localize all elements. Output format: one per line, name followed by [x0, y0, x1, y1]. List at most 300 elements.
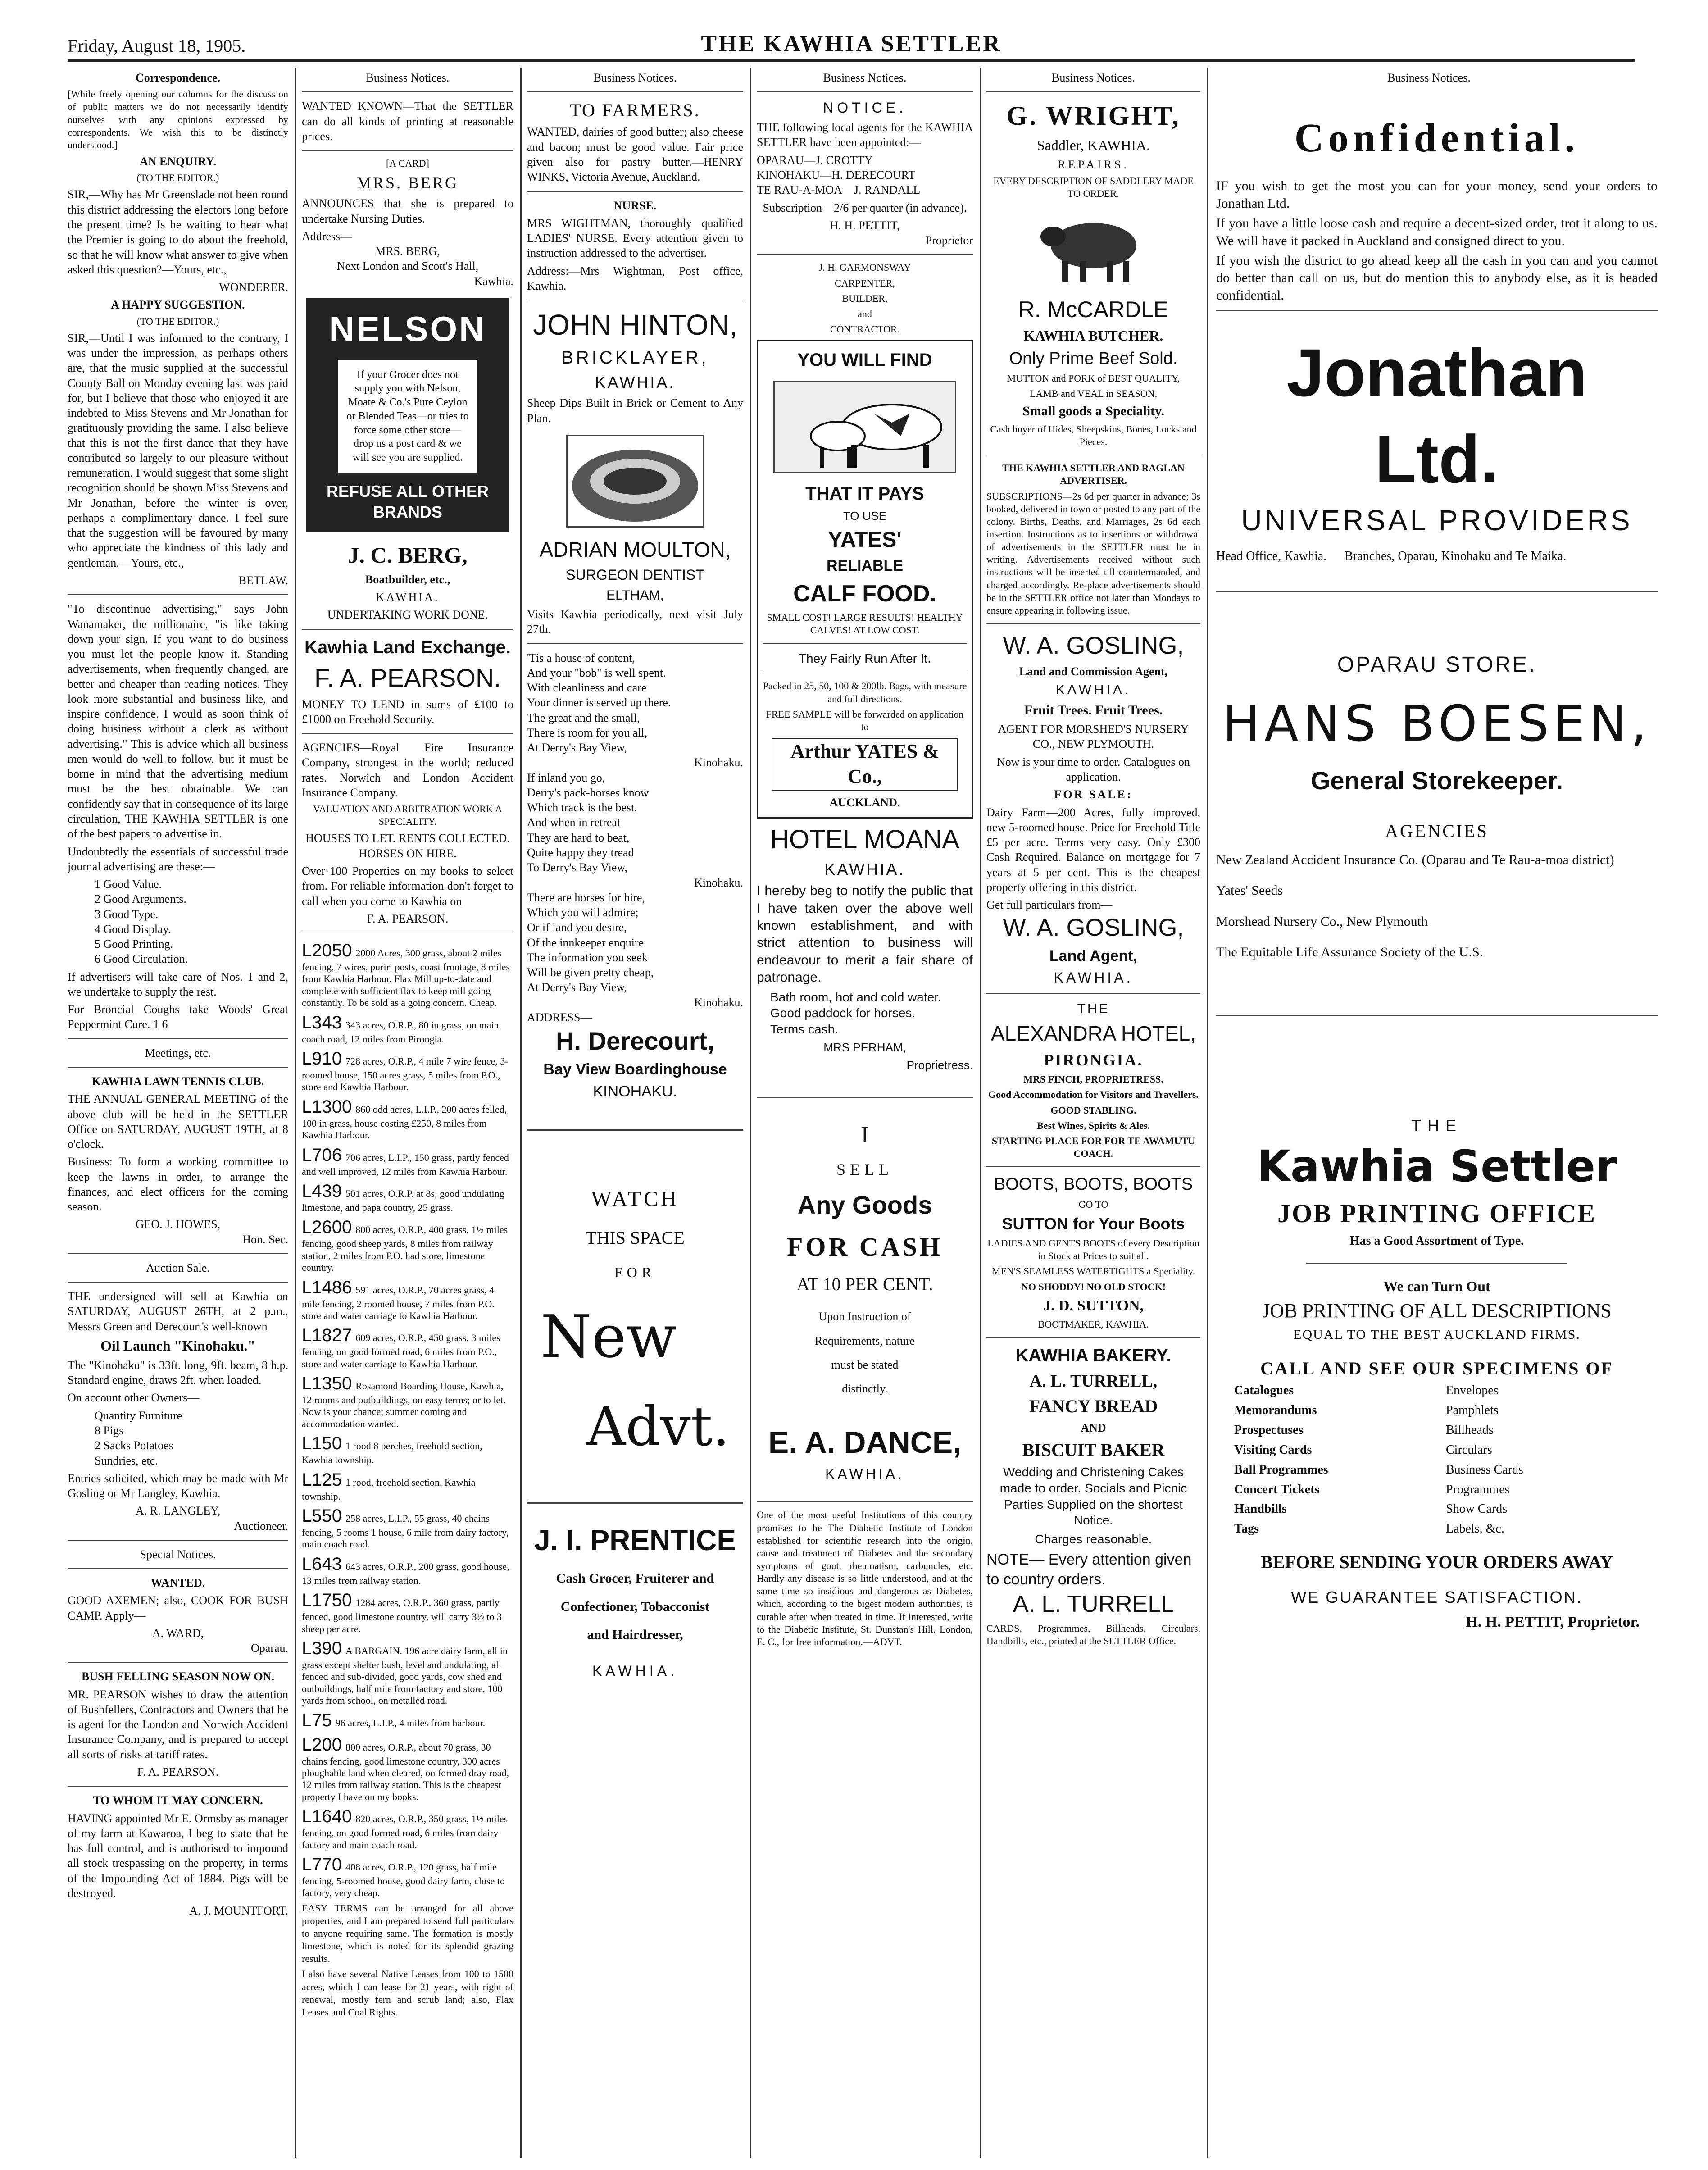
list-item: 4 Good Display.	[95, 922, 171, 936]
property-code: L343	[302, 1012, 342, 1033]
the-text: THE	[1411, 1116, 1463, 1135]
property-listing	[302, 1854, 513, 1899]
divider	[986, 993, 1200, 994]
list-item: 2 Good Arguments.	[95, 892, 186, 906]
guarantee: WE GUARANTEE SATISFACTION.	[1291, 1588, 1583, 1607]
property-desc: 343 acres, O.R.P., 80 in grass, on main coach road, 12 miles from Pirongia.	[302, 1019, 499, 1045]
nelson-tagline: REFUSE ALL OTHER BRANDS	[326, 482, 489, 521]
garmonsway: J. H. GARMONSWAY	[818, 262, 911, 273]
this-space: THIS SPACE	[586, 1228, 685, 1248]
poem-line: 'Tis a house of content,	[527, 651, 635, 664]
poem-line: There are horses for hire,	[527, 891, 645, 904]
section-heading: Special Notices.	[140, 1547, 216, 1561]
property-desc: 800 acres, O.R.P., about 70 grass, 30 chains fencing, good limestone country, 300 acres ploughable land when cleared, on formed dray road, 12 miles from railway station. This is the cheapest property I have on my books.	[302, 1741, 509, 1802]
notice-body: THE following local agents for the KAWHIA SETTLER have been appointed:—	[757, 121, 973, 149]
auction-desc: The "Kinohaku" is 33ft. long, 9ft. beam, 8 h.p. Standard engine, draws 2ft. when loaded.	[68, 1358, 288, 1387]
essentials-list	[68, 877, 288, 967]
property-desc: 800 acres, O.R.P., 400 grass, 1½ miles fencing, good sheep yards, 8 miles from railway station, 2 miles from P.O. had store, limestone country.	[302, 1224, 508, 1274]
property-desc: 1 rood 8 perches, freehold section, Kawhia township.	[302, 1440, 482, 1466]
must-be-stated: must be stated	[831, 1358, 899, 1371]
section-heading: Business Notices.	[1387, 71, 1471, 84]
specimen-item: Circulars	[1446, 1442, 1492, 1457]
notice-body: MR. PEARSON wishes to draw the attention of Bushfellers, Contractors and Owners that he is agent for the London and Norwich Accident Insurance Company, and is prepared to accept all sorts of risks at tariff rates.	[68, 1688, 288, 1761]
hides: Cash buyer of Hides, Sheepskins, Bones, Locks and Pieces.	[990, 423, 1197, 448]
hotel-paddock: Good paddock for horses.	[770, 1006, 916, 1020]
list-item: 3 Good Type.	[95, 907, 159, 921]
poem-line: To Derry's Bay View,	[527, 861, 627, 874]
divider	[1216, 310, 1658, 311]
divider	[986, 623, 1200, 624]
prentice-line: Confectioner, Tobacconist	[560, 1599, 710, 1614]
small-goods: Small goods a Speciality.	[1022, 404, 1165, 419]
notice-signature: GEO. J. HOWES,	[135, 1218, 221, 1231]
notice-signature: A. J. MOUNTFORT.	[189, 1904, 288, 1918]
yates-find: YOU WILL FIND	[797, 350, 932, 370]
divider	[68, 1786, 288, 1787]
kawhia-settler-logo: Kawhia Settler	[1257, 1141, 1617, 1192]
property-desc: 408 acres, O.R.P., 120 grass, half mile fencing, 5-roomed house, good dairy farm, close to factory, very cheap.	[302, 1861, 505, 1899]
seamless: MEN'S SEAMLESS WATERTIGHTS a Speciality.	[991, 1265, 1195, 1277]
auctioneer-role: Auctioneer.	[234, 1519, 288, 1533]
property-code: L200	[302, 1734, 342, 1755]
hotel-role: Proprietress.	[906, 1058, 973, 1072]
divider	[68, 1662, 288, 1663]
property-listing	[302, 1144, 513, 1178]
property-code: L1640	[302, 1806, 352, 1827]
property-listing	[302, 1469, 513, 1502]
settler-terms-body: SUBSCRIPTIONS—2s 6d per quarter in advance; 3s booked, delivered in town or posted to any part of the colony. Births, Deaths, and Marriages, 2s 6d each insertion. Instructions as to insertions or withdrawal of advertisements in the SETTLER must be in writing. Advertisements received without such instructions will be inserted till countermanded, and charged accordingly. Re-place advertisements should be in the SETTLER office not later than Mondays to ensure appearing in following issue.	[986, 490, 1200, 616]
section-heading: Auction Sale.	[146, 1261, 210, 1274]
divider	[68, 1253, 288, 1254]
divider	[302, 150, 513, 151]
notice-place: Oparau.	[250, 1642, 288, 1655]
kinohaku: KINOHAKU.	[593, 1083, 677, 1101]
specimen-item: Handbills	[1234, 1502, 1287, 1516]
divider	[1216, 591, 1658, 592]
jcberg-place: KAWHIA.	[376, 591, 440, 604]
notice-title: KAWHIA LAWN TENNIS CLUB.	[91, 1074, 264, 1088]
garmonsway-line: and	[858, 308, 872, 319]
wedding-cakes: Wedding and Christening Cakes made to order. Socials and Picnic Parties Supplied on the shortest Notice.	[999, 1465, 1187, 1528]
poem-line: Derry's pack-horses know	[527, 786, 649, 799]
charges: Charges reasonable.	[1035, 1532, 1152, 1547]
all-descriptions: JOB PRINTING OF ALL DESCRIPTIONS	[1262, 1299, 1612, 1322]
notice-title: TO WHOM IT MAY CONCERN.	[93, 1794, 263, 1807]
exchange-title: Kawhia Land Exchange.	[304, 637, 511, 657]
pearson-sig: F. A. PEARSON.	[367, 912, 449, 925]
column-divider	[295, 68, 296, 2158]
nurse-address: Address:—Mrs Wightman, Post office, Kawhia.	[527, 264, 743, 292]
property-listing	[302, 1734, 513, 1803]
property-code: L910	[302, 1049, 342, 1069]
newspaper-title: THE KAWHIA SETTLER	[701, 31, 1002, 57]
specimen-item: Visiting Cards	[1234, 1442, 1312, 1457]
prentice-line: and Hairdresser,	[587, 1627, 683, 1642]
divider	[1216, 1015, 1658, 1016]
cards-printing: CARDS, Programmes, Billheads, Circulars, Handbills, etc., printed at the SETTLER Office.	[986, 1622, 1200, 1647]
nelson-tea-ad	[306, 298, 509, 532]
section-heading: Meetings, etc.	[145, 1046, 211, 1060]
note-country: NOTE— Every attention given to country orders.	[986, 1551, 1192, 1588]
poem-line: If inland you go,	[527, 771, 605, 784]
finch: MRS FINCH, PROPRIETRESS.	[1023, 1074, 1163, 1085]
divider	[527, 91, 743, 92]
gosling-place: KAWHIA.	[1054, 969, 1133, 986]
nurse-title: NURSE.	[613, 199, 657, 212]
section-heading: Business Notices.	[366, 71, 450, 84]
berg-address: Next London and Scott's Hall,	[336, 259, 479, 273]
disclaimer: [While freely opening our columns for the discussion of public matters we do not necessarily identify ourselves with any opinions expressed by correspondents. We wish this to be distinctly understood.]	[68, 88, 288, 150]
notice-role: Hon. Sec.	[242, 1233, 288, 1246]
head-office: Head Office, Kawhia.	[1216, 549, 1327, 564]
letter-title: AN ENQUIRY.	[139, 155, 217, 168]
specimen-item: Programmes	[1446, 1482, 1510, 1497]
general-storekeeper: General Storekeeper.	[1310, 766, 1563, 795]
notice-signature: A. WARD,	[152, 1626, 204, 1640]
notice-title: NOTICE.	[823, 100, 907, 116]
nelson-logo: NELSON	[329, 309, 486, 349]
property-listing	[302, 1324, 513, 1370]
money: MONEY TO LEND in sums of £100 to £1000 on Freehold Security.	[302, 697, 513, 726]
berg-body: ANNOUNCES that she is prepared to undertake Nursing Duties.	[302, 197, 513, 225]
column-correspondence	[68, 68, 288, 2158]
lamb: LAMB and VEAL in SEASON,	[1030, 388, 1157, 400]
dentures-illustration	[566, 435, 704, 528]
at-per-cent: AT 10 PER CENT.	[796, 1274, 933, 1295]
poem-line: With cleanliness and care	[527, 681, 647, 695]
notice-body: THE ANNUAL GENERAL MEETING of the above club will be held in the SETTLER Office on SATURDAY, AUGUST 19TH, at 8 o'clock.	[68, 1092, 288, 1151]
divider	[763, 643, 967, 644]
agency-item: Yates' Seeds	[1216, 883, 1283, 898]
berg-address: Kawhia.	[474, 274, 513, 288]
column-divider	[750, 68, 751, 2158]
specimens-grid	[1216, 1383, 1658, 1537]
property-list	[302, 940, 513, 1899]
property-listing	[302, 1806, 513, 1851]
property-code: L2050	[302, 941, 352, 961]
poem-line: Quite happy they tread	[527, 846, 634, 860]
before-sending: BEFORE SENDING YOUR ORDERS AWAY	[1261, 1552, 1613, 1573]
office-line	[1216, 548, 1658, 564]
catalogues: Now is your time to order. Catalogues on application.	[997, 755, 1190, 784]
list-item: 8 Pigs	[95, 1424, 124, 1437]
divider	[68, 1282, 288, 1283]
column-divider	[980, 68, 981, 2158]
issue-date: Friday, August 18, 1905.	[68, 36, 246, 56]
poem-place: Kinohaku.	[694, 996, 743, 1009]
dance-place: KAWHIA.	[825, 1466, 904, 1483]
oparau-store: OPARAU STORE.	[1337, 652, 1537, 677]
mccardle-name: R. McCARDLE	[1018, 296, 1169, 322]
property-desc: 609 acres, O.R.P., 450 grass, 3 miles fencing, on good formed road, 6 miles from P.O., store and water carriage to Kawhia Harbour.	[302, 1332, 500, 1369]
property-code: L2600	[302, 1217, 352, 1237]
property-desc: 728 acres, O.R.P., 4 mile 7 wire fence, 3-roomed house, 150 acres grass, 5 miles from P.O., store and Kawhia Harbour.	[302, 1055, 509, 1093]
property-code: L1300	[302, 1096, 352, 1117]
column-business-3	[527, 68, 743, 2158]
section-heading: Business Notices.	[593, 71, 677, 84]
specimen-item: Concert Tickets	[1234, 1482, 1320, 1497]
divider	[527, 1129, 743, 1131]
equal-auckland: EQUAL TO THE BEST AUCKLAND FIRMS.	[1293, 1327, 1581, 1342]
poem-line: Or if land you desire,	[527, 921, 627, 934]
universal-providers: UNIVERSAL PROVIDERS	[1241, 504, 1633, 537]
property-code: L150	[302, 1433, 342, 1454]
bakery-title: KAWHIA BAKERY.	[1015, 1346, 1172, 1366]
column-business-5	[986, 68, 1200, 2158]
farmers-body: WANTED, dairies of good butter; also cheese and bacon; must be good value. Fair price given also for pastry butter.—HENRY WINKS, Victoria Avenue, Auckland.	[527, 125, 743, 184]
sutton-name: J. D. SUTTON,	[1043, 1297, 1144, 1314]
poem-place: Kinohaku.	[694, 876, 743, 889]
poem-line: Which track is the best.	[527, 801, 637, 814]
bull-illustration	[1035, 209, 1152, 286]
divider	[527, 1502, 743, 1504]
list-item: 5 Good Printing.	[95, 937, 173, 951]
i-text: I	[861, 1122, 869, 1148]
agency-item: Morshead Nursery Co., New Plymouth	[1216, 914, 1428, 929]
poem-line: Of the innkeeper enquire	[527, 936, 644, 949]
poem-line: The great and the small,	[527, 711, 640, 724]
boesen-name: HANS BOESEN,	[1222, 695, 1651, 753]
diabetic-article: One of the most useful Institutions of this country promises to be The Diabetic Institute of London established for scientific research into the origin, cause and treatment of Diabetes and the secondary symptoms of gout, rheumatism, carbuncles, etc. Hardly any disease is so little understood, and at the same time so insidious and dangerous as Diabetes, which, according to the bigest modern authorities, is curable after when treated in time. If interested, write to the Diabetic Institute, St. Dunstan's Hill, London, E. C., for free information.—ADVT.	[757, 1509, 973, 1647]
starting-place: STARTING PLACE FOR FOR TE AWAMUTU COACH.	[991, 1135, 1195, 1160]
dance-name: E. A. DANCE,	[768, 1425, 962, 1460]
over100: Over 100 Properties on my books to select from. For reliable information don't forget to call when you come to Kawhia on	[302, 864, 513, 908]
divider	[757, 254, 973, 255]
cattle-illustration	[773, 381, 956, 473]
distinctly: distinctly.	[842, 1382, 888, 1396]
repairs-desc: EVERY DESCRIPTION OF SADDLERY MADE TO ORDER.	[993, 175, 1194, 200]
jcberg-note: UNDERTAKING WORK DONE.	[327, 608, 488, 622]
letter-signature: BETLAW.	[238, 574, 288, 587]
property-listing	[302, 1638, 513, 1707]
specimen-item: Pamphlets	[1446, 1403, 1499, 1418]
divider	[302, 629, 513, 630]
nelson-text: If your Grocer does not supply you with Nelson, Moate & Co.'s Pure Ceylon or Blended Teas—or tries to force some other store—drop us a post card & we will see you are supplied.	[338, 360, 477, 473]
hotel-terms: Terms cash.	[770, 1022, 838, 1037]
property-listing	[302, 1433, 513, 1466]
notice-title: BUSH FELLING SEASON NOW ON.	[82, 1670, 274, 1683]
berg-address: MRS. BERG,	[375, 245, 440, 258]
poem-line: Your dinner is served up there.	[527, 696, 671, 710]
gosling-place: KAWHIA.	[1055, 682, 1131, 698]
property-desc: A BARGAIN. 196 acre dairy farm, all in grass except shelter bush, level and undulating, all fenced and sub-divided, good yards, cow shed and outbuildings, half mile from factory and store, 100 yards from school, on metalled road.	[302, 1645, 508, 1706]
divider	[757, 91, 973, 92]
derecourt-name: H. Derecourt,	[556, 1027, 714, 1055]
divider	[986, 1166, 1200, 1167]
property-desc: 643 acres, O.R.P., 200 grass, good house, 13 miles from railway station.	[302, 1560, 509, 1586]
property-listing	[302, 1012, 513, 1045]
hinton-name: JOHN HINTON,	[533, 309, 737, 341]
property-listing	[302, 1553, 513, 1587]
and-text: AND	[1081, 1421, 1106, 1435]
advertising-article: "To discontinue advertising," says John Wanamaker, the millionaire, "is like taking down your sign. If you want to do business you must let the people know it. Standing advertisements, when frequently changed, are better and cheaper than reading notices. They look more substantial and business like, and inspire confidence. I would as soon think of doing business without a clerk as without advertising." This is advice which all business men would do well to follow, but it must be borne in mind that the advertising medium must be the best obtainable. We can confidently say that in consequence of its large circulation, THE KAWHIA SETTLER is one of the best papers to advertise in.	[68, 602, 288, 841]
property-code: L439	[302, 1181, 342, 1201]
specimen-item: Tags	[1234, 1522, 1259, 1536]
divider	[68, 594, 288, 595]
sutton-for: SUTTON for Your Boots	[1002, 1215, 1185, 1233]
divider	[986, 1337, 1200, 1338]
fruit-trees: Fruit Trees. Fruit Trees.	[1024, 702, 1163, 718]
for-text: FOR	[614, 1264, 656, 1280]
easy-terms: EASY TERMS can be arranged for all above properties, and I am prepared to send full particulars to anyone requiring same. The formation is mostly limestone, which is noted for its splendid grazing results.	[302, 1902, 513, 1965]
list-item: Sundries, etc.	[95, 1454, 158, 1467]
property-listing	[302, 1710, 513, 1731]
property-desc: 2000 Acres, 300 grass, about 2 miles fencing, 7 wires, puriri posts, coast frontage, 8 miles from Kawhia Harbour. Flax Mill up-to-date and complete with sufficient flax to keep mill going constantly. To be sold as a going concern. Cheap.	[302, 947, 510, 1009]
jcberg-trade: Boatbuilder, etc.,	[365, 573, 450, 586]
hinton-trade: BRICKLAYER,	[561, 348, 709, 368]
property-listing	[302, 1505, 513, 1551]
morshed-agent: AGENT FOR MORSHED'S NURSERY CO., NEW PLYMOUTH.	[998, 723, 1189, 751]
subscription: Subscription—2/6 per quarter (in advance).	[763, 201, 967, 214]
specimen-item: Envelopes	[1446, 1383, 1499, 1398]
upon: Upon Instruction of	[818, 1310, 911, 1324]
agencies: AGENCIES—Royal Fire Insurance Company, strongest in the world; reduced rates. Norwich and London Accident Insurance Company.	[302, 741, 513, 799]
sell-text: SELL	[836, 1160, 893, 1179]
column-business-6	[1216, 68, 1658, 2158]
wright-trade: Saddler, KAWHIA.	[1036, 137, 1150, 154]
confidential-title: Confidential.	[1294, 116, 1580, 161]
list-item: 2 Sacks Potatoes	[95, 1439, 173, 1452]
garmonsway-line: CARPENTER,	[835, 277, 895, 289]
letter-title: A HAPPY SUGGESTION.	[111, 298, 245, 312]
yates-name: YATES'	[828, 528, 902, 552]
advt-text: Advt.	[586, 1395, 730, 1458]
alexandra-hotel: ALEXANDRA HOTEL,	[990, 1022, 1196, 1046]
turrell-sig: A. L. TURRELL	[1013, 1591, 1174, 1618]
property-code: L1750	[302, 1590, 352, 1610]
specimen-item: Memorandums	[1234, 1403, 1317, 1418]
property-desc: 591 acres, O.R.P., 70 acres grass, 4 mile fencing, 2 roomed house, 7 miles from P.O. store and water carriage to Kawhia Harbour.	[302, 1284, 495, 1321]
dentist-role: SURGEON DENTIST	[566, 566, 704, 583]
pettit-name: H. H. PETTIT,	[830, 218, 900, 232]
property-listing	[302, 1096, 513, 1142]
butcher: KAWHIA BUTCHER.	[1023, 327, 1163, 344]
section-heading: Business Notices.	[823, 71, 907, 84]
pearson-name: F. A. PEARSON.	[314, 663, 501, 692]
auction-item: Oil Launch "Kinohaku."	[100, 1337, 256, 1354]
auction-account: On account other Owners—	[68, 1391, 200, 1405]
notice-signature: F. A. PEARSON.	[137, 1765, 219, 1779]
to-editor: (TO THE EDITOR.)	[136, 315, 219, 327]
poem-verse	[527, 651, 743, 755]
bootmaker: BOOTMAKER, KAWHIA.	[1038, 1319, 1149, 1330]
new-text: New	[541, 1302, 677, 1371]
hinton-place: KAWHIA.	[595, 373, 676, 392]
settler-terms-title: THE KAWHIA SETTLER AND RAGLAN ADVERTISER.	[1002, 462, 1185, 487]
dentist-place: ELTHAM,	[606, 587, 664, 603]
poem-place: Kinohaku.	[694, 756, 743, 769]
property-desc: 1 rood, freehold section, Kawhia township.	[302, 1476, 476, 1502]
property-desc: 258 acres, L.I.P., 55 grass, 40 chains fencing, 5 rooms 1 house, 6 mile from dairy factory, main coach road.	[302, 1513, 509, 1550]
turn-out: We can Turn Out	[1383, 1278, 1490, 1294]
notice-body: HAVING appointed Mr E. Ormsby as manager of my farm at Kawaroa, I beg to state that he has full control, and is authorised to impound all stock trespassing on the property, in terms of the Impounding Act of 1884. Pigs will be destroyed.	[68, 1811, 288, 1900]
any-goods: Any Goods	[797, 1191, 932, 1219]
section-heading: Business Notices.	[1052, 71, 1135, 84]
property-listing	[302, 1048, 513, 1093]
get-particulars: Get full particulars from—	[986, 898, 1113, 912]
property-desc: 706 acres, L.I.P., 150 grass, partly fenced and well improved, 12 miles from Kawhia Harbour.	[302, 1151, 509, 1177]
letter-signature: WONDERER.	[219, 281, 288, 294]
confidential-p3: If you wish the district to go ahead keep all the cash in you can and you cannot do better than call on us, but do mention this to anybody else, as it is headed confidential.	[1216, 253, 1658, 303]
nurse-body: MRS WIGHTMAN, thoroughly qualified LADIES' NURSE. Every attention given to instruction addressed to the advertiser.	[527, 216, 743, 260]
property-desc: Rosamond Boarding House, Kawhia, 12 rooms and outbuildings, on easy terms; or to let. Now is your chance; summer coming and accommodation wanted.	[302, 1380, 506, 1429]
property-listing	[302, 1373, 513, 1430]
pettit-proprietor: H. H. PETTIT, Proprietor.	[1466, 1614, 1640, 1631]
property-desc: 860 odd acres, L.I.P., 200 acres felled, 100 in grass, house costing £250, 8 miles from Kawhia Harbour.	[302, 1103, 507, 1141]
property-code: L75	[302, 1710, 332, 1730]
yates-run: They Fairly Run After It.	[798, 651, 931, 665]
wines: Best Wines, Spirits & Ales.	[1037, 1119, 1150, 1131]
call-and-see: CALL AND SEE OUR SPECIMENS OF	[1260, 1358, 1613, 1379]
yates-packed: Packed in 25, 50, 100 & 200lb. Bags, with measure and full directions.	[763, 680, 967, 705]
property-desc: 1284 acres, O.R.P., 360 grass, partly fenced, good limestone country, will carry 3½ to 3 sheep per acre.	[302, 1597, 502, 1634]
gosling-name: W. A. GOSLING,	[1003, 914, 1184, 942]
wright-name: G. WRIGHT,	[1006, 101, 1181, 131]
specimen-item: Catalogues	[1234, 1383, 1294, 1398]
property-code: L1486	[302, 1277, 352, 1297]
address-label: ADDRESS—	[527, 1010, 592, 1024]
prentice-name: J. I. PRENTICE	[534, 1524, 736, 1557]
assortment: Has a Good Assortment of Type.	[1349, 1233, 1524, 1248]
repairs: REPAIRS.	[1057, 158, 1130, 172]
yates-reliable: RELIABLE	[827, 557, 903, 575]
divider	[527, 643, 743, 644]
berg-address-label: Address—	[302, 229, 352, 243]
property-listing	[302, 940, 513, 1009]
no-shoddy: NO SHODDY! NO OLD STOCK!	[1021, 1281, 1166, 1292]
property-listing	[302, 1216, 513, 1274]
property-listing	[302, 1180, 513, 1214]
biscuit-baker: BISCUIT BAKER	[1022, 1439, 1165, 1460]
job-printing-office: JOB PRINTING OFFICE	[1277, 1198, 1596, 1228]
list-item: Quantity Furniture	[95, 1409, 182, 1422]
property-code: L390	[302, 1638, 342, 1658]
list-item: 6 Good Circulation.	[95, 952, 188, 966]
specimen-item: Labels, &c.	[1446, 1522, 1504, 1536]
poem-verse	[527, 890, 743, 995]
agencies-heading: AGENCIES	[1385, 820, 1489, 841]
card-label: [A CARD]	[386, 158, 429, 169]
poem-line: Which you will admire;	[527, 906, 639, 919]
prentice-line: Cash Grocer, Fruiterer and	[556, 1571, 714, 1586]
agent: OPARAU—J. CROTTY	[757, 153, 873, 167]
divider	[68, 1540, 288, 1541]
divider	[302, 733, 513, 734]
mutton: MUTTON and PORK of BEST QUALITY,	[1007, 373, 1180, 384]
garmonsway-line: BUILDER,	[842, 292, 888, 304]
divider	[757, 1096, 973, 1098]
agent: KINOHAKU—H. DERECOURT	[757, 168, 916, 182]
letter-body: SIR,—Until I was informed to the contrary, I was under the impression, as perhaps others are, that the music supplied at the successful County Ball on Monday evening last was paid for, but I believe that those who enjoyed it are indebted to Miss Stevens and Mr Jonathan for gratituously providing the same. I also believe that this is not the first dance that they have contributed so largely to our pleasure without remuneration. I would suggest that some slight recognition should be shown Miss Stevens and Mr Jonathan, before the winter is over, perhaps a complimentary dance. I feel sure that the suggestion will be favoured by many who appreciate the kindness of this lady and gentleman.—Yours, etc.,	[68, 331, 288, 569]
property-code: L125	[302, 1469, 342, 1490]
land-agent: Land Agent,	[1049, 947, 1138, 964]
ladies-gents: LADIES AND GENTS BOOTS of every Description in Stock at Prices to suit all.	[987, 1237, 1199, 1262]
the-text: THE	[1077, 1001, 1110, 1016]
hinton-note: Sheep Dips Built in Brick or Cement to Any Plan.	[527, 396, 743, 425]
property-code: L643	[302, 1554, 342, 1574]
property-code: L770	[302, 1854, 342, 1874]
wanted-known: WANTED KNOWN—That the SETTLER can do all kinds of printing at reasonable prices.	[302, 100, 513, 143]
pettit-role: Proprietor	[925, 234, 973, 247]
auction-entries: Entries solicited, which may be made with Mr Gosling or Mr Langley, Kawhia.	[68, 1471, 288, 1500]
pirongia: PIRONGIA.	[1044, 1051, 1143, 1069]
fancy-bread: FANCY BREAD	[1029, 1396, 1158, 1417]
notice-business: Business: To form a working committee to keep the lawns in order, to arrange the finances, and elect officers for the coming season.	[68, 1155, 288, 1214]
for-sale: FOR SALE:	[1054, 788, 1133, 801]
prime-beef: Only Prime Beef Sold.	[1009, 349, 1178, 368]
property-code: L1827	[302, 1325, 352, 1346]
hotel-bath: Bath room, hot and cold water.	[770, 990, 941, 1004]
